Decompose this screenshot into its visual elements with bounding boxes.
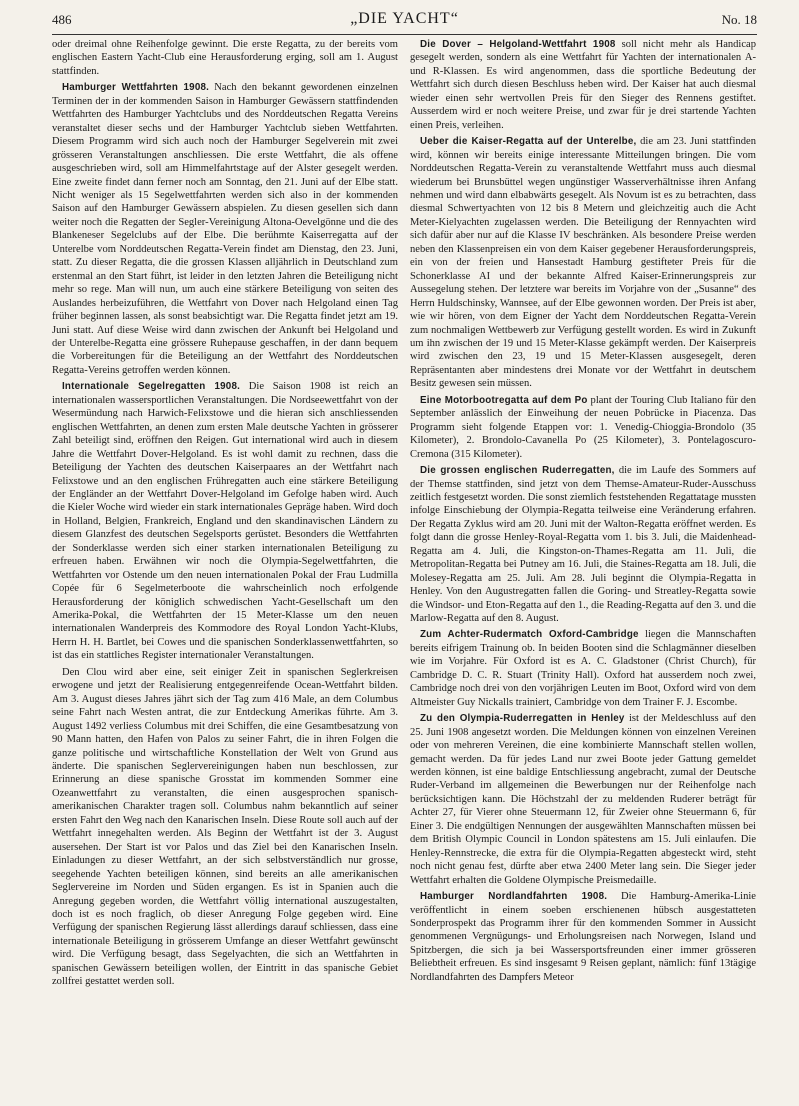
journal-title: „DIE YACHT“ (350, 10, 459, 27)
page-number: 486 (52, 12, 72, 27)
article-heading: Internationale Segelregatten 1908. (62, 381, 241, 393)
page-header (52, 12, 757, 32)
article-paragraph: Hamburger Wettfahrten 1908. Nach den bekannt gewordenen einzelnen Terminen der in der kommenden Saison in Hamburger Gewässern stattfindenden Wettfahrten des Hamburger Yachtclubs und des Norddeutschen Regatta Vereins veranstaltet dieser sechs und der Hamburger Yachtclub sieben Wettfahrten. Diesem Programm wird sich auch noch der Hamburger Segelverein mit zwei grösseren Veranstaltungen anschliessen. Die erste Wettfahrt, die als offene ausgeschrieben wird, soll am Himmelfahrtstage auf der Alster gesegelt werden. Eine zweite findet dann ferner noch am Sonntag, den 21. Juni auf der Elbe statt. Nicht weniger als 15 Segelwettfahrten werden sich also in der kommenden Saison auf den Hamburger Gewässern abspielen. Zu diesen gesellen sich dann weiter noch die Regatten der Segler-Vereinigung Altona-Oevelgönne und die des Blankeneser Segelclubs auf der Elbe. Die berühmte Kaiserregatta auf der Unterelbe vom Norddeutschen Regatta-Verein findet am Dienstag, den 23. Juni, statt. Zu dieser Regatta, die die grossen Klassen alljährlich in Deutschland zum erstenmal an den Start führt, ist leider in den letzten Jahren die Beteiligung nicht mehr so rege. Man will nun, um auch eine stärkere Beteiligung von seiten des Auslandes herbeizuführen, die Wettfahrt von Dover nach Helgoland einen Tag früher beginnen lassen, als sonst beabsichtigt war. Die Regatta findet jetzt am 19. Juni statt. Auf diese Weise wird dann zwischen der Ankunft bei Helgoland und der Unterelbe-Regatta eine grössere Ruhepause geschaffen, in der dann bequem die Vorbereitungen für die Beteiligung an der Wettfahrt des Norddeutschen Regatta-Vereins getroffen werden können. (52, 82, 398, 376)
article-heading: Hamburger Nordlandfahrten 1908. (420, 891, 608, 903)
header-rule (52, 34, 757, 35)
article-paragraph: Zum Achter-Rudermatch Oxford-Cambridge liegen die Mannschaften bereits eifrigem Trainung ob. In beiden Booten sind die Schlagmänner dieselben wie im Vorjahre. Für Oxford ist es A. C. Gladstoner (Christ Church), für Cambridge D. C. R. Stuart (Trinity Hall). Oxford hat ausserdem noch zwei, Cambridge noch drei von den vorjährigen Leuten im Boot, Oxford wird von dem Altmeister Guy Nickalls trainiert, Cambridge von dem Trainer F. J. Escombe. (410, 629, 756, 708)
article-paragraph: oder dreimal ohne Reihenfolge gewinnt. Die erste Regatta, zu der bereits vom englischen Eastern Yacht-Club eine Herausforderung erging, soll am 1. August stattfinden. (52, 39, 398, 77)
article-paragraph: Die Dover – Helgoland-Wettfahrt 1908 soll nicht mehr als Handicap gesegelt werden, sondern als eine Wettfahrt für Yachten der internationalen A- und R-Klassen. Es wird angenommen, dass die sportliche Bedeutung der Wettfahrt sich durch diesen Beschluss heben wird. Der Kaiser hat auch diesmal wieder einen sehr wertvollen Preis für den Sieger des Rennens gestiftet. Ausserdem wird er noch weitere Preise, und zwar für je drei startende Yachten einen Preis, verleihen. (410, 39, 756, 131)
article-paragraph: Die grossen englischen Ruderregatten, die im Laufe des Sommers auf der Themse stattfinden, sind jetzt von dem Themse-Amateur-Ruder-Ausschuss zeitlich festgesetzt worden. Die sonst ziemlich feststehenden Regattatage mussten infolge Einschiebung der Olympia-Regatta teilweise eine Veränderung erfahren. Der Regatta Zyklus wird am 20. Juni mit der Walton-Regatta eröffnet werden. Es folgt dann die grosse Henley-Royal-Regatta vom 1. bis 3. Juli, die Maidenhead-Regatta am 4. Juli, die Kingston-on-Thames-Regatta am 11. Juli, die Metropolitan-Regatta bei Putney am 16. Juli, die Staines-Regatta am 18. Juli, die Molesey-Regatta am 25. Juli. Am 28. Juli beginnt die Olympia-Regatta in Henley. Von den Augustregatten fallen die Goring- und Streatley-Regatta sowie die Windsor- und Eton-Regatta auf den 1., die Reading-Regatta auf den 3. und die Marlow-Regatta auf den 8. August. (410, 465, 756, 625)
issue-number: No. 18 (721, 12, 757, 27)
article-paragraph: Zu den Olympia-Ruderregatten in Henley ist der Meldeschluss auf den 25. Juni 1908 angesetzt worden. Die Meldungen können von einzelnen Vereinen oder von mehreren Vereinen, die eine kombinierte Mannschaft stellen wollen, gemacht werden. Da für jedes Land nur zwei Boote jeder Gattung gemeldet werden können, ist eine baldige Entschliessung angebracht, zumal der Deutsche Ruder-Verband im allgemeinen die Bewerbungen nur der Reihenfolge nach berücksichtigen kann. Die Höchstzahl der zu meldenden Ruderer beträgt für Achter 27, für Vierer ohne Steuermann 12, für Zweier ohne Steuermann 6, für Einer 3. Die endgültigen Nennungen der ausgewählten Mannschaften müssen bei dem British Olympic Council in London spätestens am 15. Juli einlaufen. Die Henley-Rennstrecke, die extra für die Olympia-Regatten abgesteckt wird, steht noch nicht genau fest, dürfte aber etwa 2400 Meter lang sein. Die Sieger jeder Wettfahrt erhalten die Goldene Olympische Preismedaille. (410, 713, 756, 886)
article-heading: Die grossen englischen Ruderregatten, (420, 465, 615, 477)
left-column (52, 38, 398, 1098)
article-heading: Ueber die Kaiser-Regatta auf der Unterelbe, (420, 136, 637, 148)
article-paragraph: Den Clou wird aber eine, seit einiger Zeit in spanischen Seglerkreisen erwogene und jetzt der Realisierung entgegenreifende Ocean-Wettfahrt bilden. Am 3. August dieses Jahres jährt sich der Tag zum 416 Male, an dem Columbus seine Fahrt nach Westen antrat, die zur Entdeckung Amerikas führte. Am 3. August 1492 verliess Columbus mit drei Schiffen, die eine Gesamtbesatzung von 90 Mann hatten, den Hafen von Palos zu seiner Fahrt, die in ihren Folgen die ganze politische und wirtschaftliche Konstellation der Welt von Grund aus änderte. Die spanischen Seglervereinigungen haben nun beschlossen, zur Erinnerung an diese spanische Grosstat im kommenden Sommer eine Ozeanwettfahrt zu veranstalten, die einen ausgesprochen spanisch-amerikanischen Charakter tragen soll. Columbus nahm bekanntlich auf seiner ersten Fahrt den Weg nach den Kanarischen Inseln. Diese Route soll auch auf der Wettfahrt innegehalten werden. Als Beginn der Wettfahrt ist der 3. August ausersehen. Der Start ist vor Palos und das Ziel bei den Kanarischen Inseln. Einladungen zu dieser Wettfahrt, an der sich selbstverständlich nur grosse, seegehende Yachten beteiligen können, sind bereits an alle amerikanischen Seglervereine im Norden und Süden ergangen. Es ist in Spanien auch die Anregung gegeben worden, die Wettfahrt völlig international auszugestalten, doch ist es noch fraglich, ob dieser Anregung Folge gegeben wird. Eine Verfügung der spanischen Regierung lässt allerdings darauf schliessen, dass eine internationale Beteiligung in grösserem Umfange an dieser Wettfahrt gewünscht wird. Die Verfügung besagt, dass Segelyachten, die sich an Wettfahrten in spanischen Gewässern beteiligen wollen, der Eintritt in das spanische Gebiet zollfrei gestattet werden soll. (52, 666, 398, 988)
article-paragraph: Ueber die Kaiser-Regatta auf der Unterelbe, die am 23. Juni stattfinden wird, können wir bereits einige interessante Mitteilungen bringen. Die vom Norddeutschen Regatta-Verein zu veranstaltende Wettfahrt muss auch diesmal wiederum bei Brunsbüttel wegen ungünstiger Wasserverhältnisse ihren Anfang nehmen und wird dann elbabwärts gesegelt. Als Novum ist es zu betrachten, dass diesmal Schwertyachten von 12 bis 8 Metern und gleichzeitig auch die Acht Meter-Kielyachten zugelassen werden. Die Beteiligung der Rennyachten wird sich dafür aber nur auf die Klasse IV beschränken. Als besondere Preise werden neben den Klassenpreisen ein von dem Kaiser gegebener Herausforderungspreis, ein von der freien und Hansestadt Hamburg gestifteter Preis für die Schonerklasse AI und der bekannte Alfred Kaiser-Erinnerungspreis zur Aussegelung stehen. Der letztere war bereits im Vorjahre von der „Susanne“ des Herrn Huldschinsky, Wannsee, auf der Elbe gewonnen worden. Der Preis ist aber, wie wir hören, von dem Eigner der Yacht dem Norddeutschen Regatta-Verein zum nochmaligen Wettbewerb zur Verfügung gestellt worden. Es wird in Zukunft um ihn zwischen der 19 und 15 Meter-Klasse gekämpft werden. Der Kaiserpreis wird zwischen den 23, 19 und 15 Meter-Klassen ausgesegelt, deren Repräsentanten aber mindestens drei Monate vor der Wettfahrt in deutschem Besitz gewesen sein müssen. (410, 136, 756, 390)
article-heading: Hamburger Wettfahrten 1908. (62, 82, 210, 94)
article-paragraph: Internationale Segelregatten 1908. Die Saison 1908 ist reich an internationalen wassersportlichen Veranstaltungen. Die Nordseewettfahrt von der Wesermündung nach Harwich-Felixstowe und die hieran sich anschliessenden englischen Wettfahrten, an denen zum ersten Male deutsche Yachten in grösserer Zahl beteiligt sind, eröffnen den Reigen. Gut international wird auch in diesem Jahre die Wettfahrt Dover-Helgoland. Es ist wohl damit zu rechnen, dass die Beteiligung der Yachten des deutschen Kaiserpaares an der Wettfahrt nach Felixstowe und an den englischen Frühregatten auch eine stärkere Beteiligung der Engländer an der Wettfahrt Dover-Helgoland im Gefolge haben wird. Auch die Kieler Woche wird wieder ein stark internationales Gepräge haben. Wird doch in Holland, Belgien, Frankreich, England und den skandinavischen Ländern zu diesem Glanzfest des deutschen Segelsports gerüstet. Besonders die Wettfahrten der Sonderklasse werden sich einer starken internationalen Beteiligung zu erfreuen haben. Erwähnen wir noch die Olympia-Segelwettfahrten, die Wettfahrten vor Ostende um den neuen internationalen Pokal der Frau Ludmilla Copée für 6 Segelmeterboote die wahrscheinlich noch erfolgende Herausforderung der königlich schwedischen Yacht-Gesellschaft um den Amerika-Pokal, die Wettfahrten der 15 Meter-Klasse um den neuen internationalen Wanderpreis des Kommodore des Royal London Yacht-Klubs, Herrn H. H. Bartlet, bei Cowes und die spanischen Sonderklassenwettfahrten, so ist das ein stattliches Register internationaler Veranstaltungen. (52, 381, 398, 662)
article-heading: Eine Motorbootregatta auf dem Po (420, 394, 588, 406)
article-heading: Zum Achter-Rudermatch Oxford-Cambridge (420, 629, 639, 641)
article-paragraph: Eine Motorbootregatta auf dem Po plant der Touring Club Italiano für den September anlässlich der Einweihung der neuen Pobrücke in Piacenza. Das Programm sieht folgende Etappen vor: 1. Venedig-Chioggia-Brondolo (35 Kilometer), 2. Brondolo-Cavanella Po (25 Kilometer), 3. Pontelagoscuro-Cremona (315 Kilometer). (410, 394, 756, 460)
article-heading: Die Dover – Helgoland-Wettfahrt 1908 (420, 39, 616, 50)
article-heading: Zu den Olympia-Ruderregatten in Henley (420, 713, 625, 725)
right-column (410, 38, 756, 1098)
article-paragraph: Hamburger Nordlandfahrten 1908. Die Hamburg-Amerika-Linie veröffentlicht in einem soeben erschienenen hübsch ausgestatteten Sonderprospekt das Programm ihrer für den kommenden Sommer in Aussicht genommenen Vergnügungs- und Erholungsreisen nach Norwegen, Island und Spitzbergen, die sich ja bei Wassersportsfreunden einer immer grösseren Beliebtheit erfreuen. Es sind insgesamt 9 Reisen geplant, nämlich: fünf 13tägige Nordlandfahrten des Dampfers Meteor (410, 891, 756, 983)
